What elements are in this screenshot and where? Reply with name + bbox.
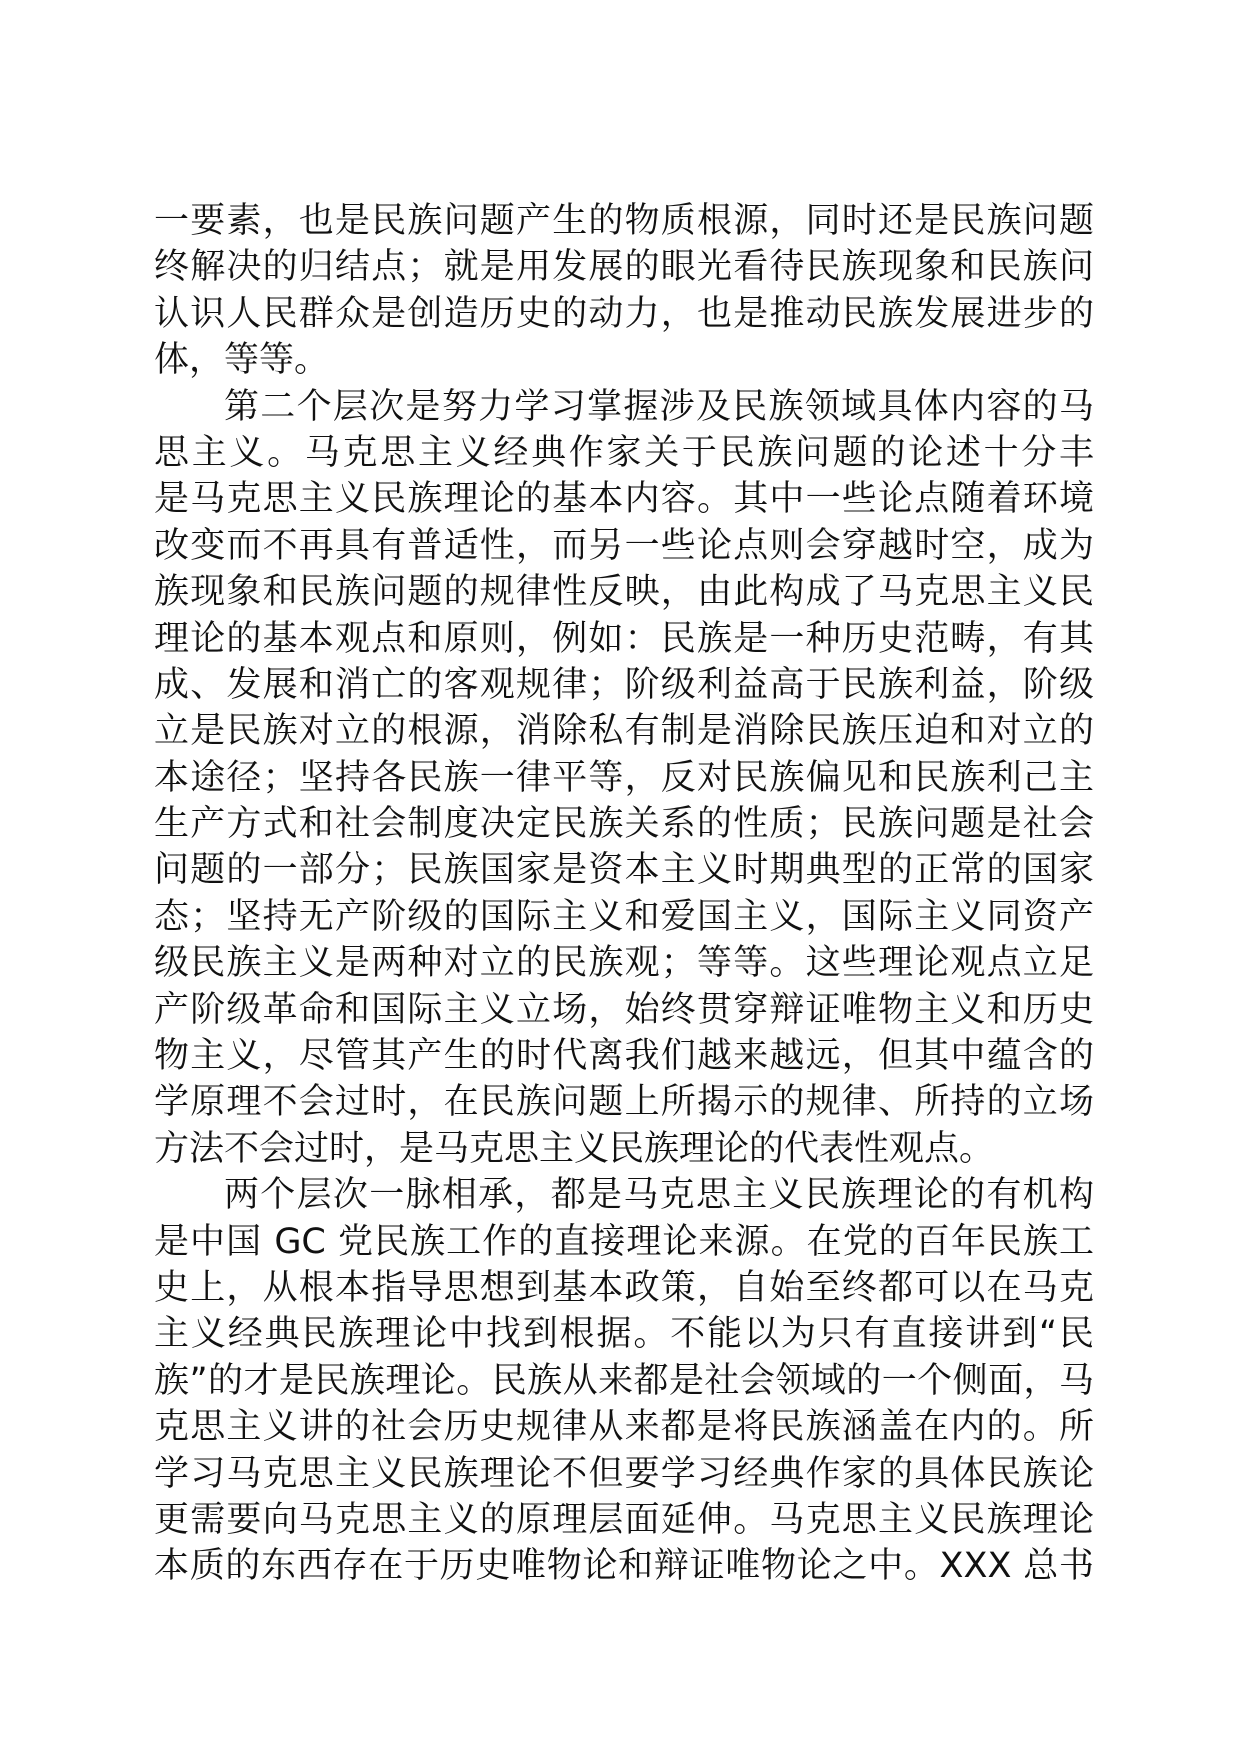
- text-line: 本质的东西存在于历史唯物论和辩证唯物论之中。XXX 总书: [154, 1546, 1094, 1587]
- text-line: 理论的基本观点和原则，例如：民族是一种历史范畴，有其: [154, 618, 1094, 659]
- text-line: 是马克思主义民族理论的基本内容。其中一些论点随着环境: [154, 479, 1094, 520]
- text-line: 成、发展和消亡的客观规律；阶级利益高于民族利益，阶级: [154, 664, 1094, 705]
- text-line: 问题的一部分；民族国家是资本主义时期典型的正常的国家: [154, 850, 1094, 891]
- text-line: 生产方式和社会制度决定民族关系的性质；民族问题是社会: [154, 804, 1094, 845]
- text-line: 改变而不再具有普适性，而另一些论点则会穿越时空，成为: [154, 525, 1094, 566]
- text-line: 本途径；坚持各民族一律平等，反对民族偏见和民族利己主: [154, 757, 1094, 798]
- text-line: 是中国 GC 党民族工作的直接理论来源。在党的百年民族工: [154, 1221, 1094, 1262]
- text-line: 思主义。马克思主义经典作家关于民族问题的论述十分丰: [154, 432, 1094, 473]
- text-line: 学习马克思主义民族理论不但要学习经典作家的具体民族论: [154, 1453, 1094, 1494]
- text-line: 终解决的归结点；就是用发展的眼光看待民族现象和民族问: [154, 247, 1094, 288]
- text-line: 立是民族对立的根源，消除私有制是消除民族压迫和对立的: [154, 711, 1094, 752]
- text-line: 态；坚持无产阶级的国际主义和爱国主义，国际主义同资产: [154, 896, 1094, 937]
- text-line: 族现象和民族问题的规律性反映，由此构成了马克思主义民: [154, 572, 1094, 613]
- text-line: 克思主义讲的社会历史规律从来都是将民族涵盖在内的。所: [154, 1407, 1094, 1448]
- text-line: 方法不会过时，是马克思主义民族理论的代表性观点。: [154, 1128, 995, 1169]
- text-line: 级民族主义是两种对立的民族观；等等。这些理论观点立足: [154, 943, 1094, 984]
- text-line: 一要素，也是民族问题产生的物质根源，同时还是民族问题: [154, 201, 1094, 241]
- text-line: 认识人民群众是创造历史的动力，也是推动民族发展进步的: [154, 293, 1094, 334]
- text-line: 学原理不会过时，在民族问题上所揭示的规律、所持的立场: [154, 1082, 1094, 1123]
- body-text: [154, 198, 1094, 1590]
- text-line: 产阶级革命和国际主义立场，始终贯穿辩证唯物主义和历史: [154, 989, 1094, 1030]
- paragraph-first-line: 第二个层次是努力学习掌握涉及民族领域具体内容的马: [224, 386, 1094, 427]
- text-line: 物主义，尽管其产生的时代离我们越来越远，但其中蕴含的: [154, 1036, 1094, 1077]
- text-line: 体，等等。: [154, 340, 330, 381]
- paragraph-first-line: 两个层次一脉相承，都是马克思主义民族理论的有机构: [224, 1175, 1094, 1216]
- text-line: 主义经典民族理论中找到根据。不能以为只有直接讲到“民: [154, 1314, 1094, 1355]
- text-line: 更需要向马克思主义的原理层面延伸。马克思主义民族理论: [154, 1499, 1094, 1540]
- text-line: 史上，从根本指导思想到基本政策，自始至终都可以在马克: [154, 1267, 1094, 1308]
- text-line: 族”的才是民族理论。民族从来都是社会领域的一个侧面，马: [154, 1360, 1094, 1401]
